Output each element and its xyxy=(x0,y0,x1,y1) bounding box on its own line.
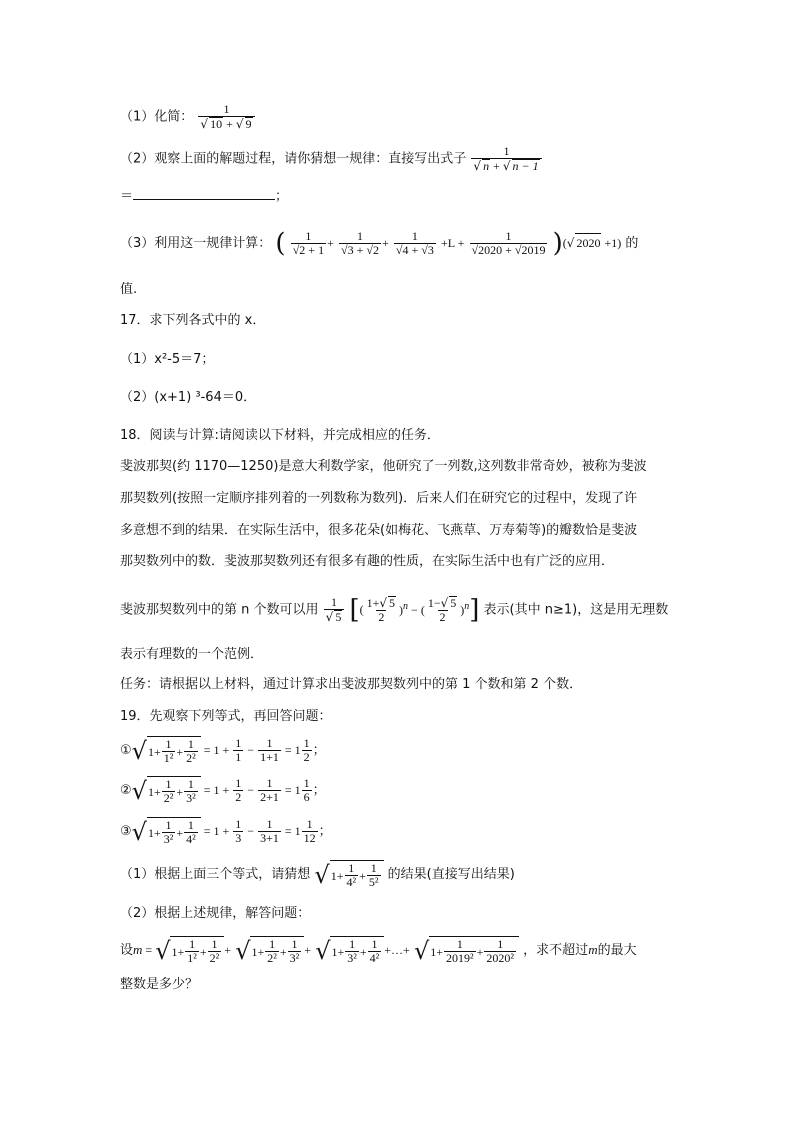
q16-part3: （3）利用这一规律计算： ( $\frac{1}{√2 + 1}$ + $\frac{1}{√3 + √2}$ + $\frac{1}{√4 + √3}$ +L + $\frac{1}{√2020 + √2019}$ )(√ 2020 +1) 的 xyxy=(120,228,639,259)
q19-equation-1: ① √ 1+ $\frac{1}{\text{1²}}$ + $\frac{1}{\text{2²}}$ = 1 + $\frac{1}{1}$ − $\frac{1}{1+1}$ = 1 $\frac{1}{2}$ ； xyxy=(120,736,326,765)
q18-para-line-3: 多意想不到的结果．在实际生活中，很多花朵(如梅花、飞燕草、万寿菊等)的瓣数恰是斐波 xyxy=(120,523,638,538)
q16-term-2: $\frac{1}{√3 + √2}$ xyxy=(341,229,379,257)
answer-blank xyxy=(133,187,275,200)
equation-mark: ② xyxy=(120,783,132,798)
q17-title: 17．求下列各式中的 x． xyxy=(120,313,266,328)
equation-mark: ① xyxy=(120,743,132,758)
q19-part2-sum: 设m = √ 1+ $\frac{1}{\text{1²}}$ + $\frac{1}{\text{2²}}$ + √ 1+ $\frac{1}{\text{2²}}$ + $\frac{1}{\text{3²}}$ + √ 1+ $\frac{1}{\text{3²}}$ + $\frac{1}{\text{4²}}$ +…+ √ 1+ $\frac{1}{\text{2019²}}$ + $\frac{1}{\text{2020²}}$ ，求不超过m的最大 xyxy=(120,936,637,965)
q16-part1 xyxy=(120,103,256,131)
q16-part3-label: （3）利用这一规律计算： xyxy=(120,236,272,251)
q16-term-1: $\frac{1}{√2 + 1}$ xyxy=(292,229,325,257)
q19-guess-root: √ 1+ $\frac{1}{\text{4²}}$ + $\frac{1}{\text{5²}}$ xyxy=(314,860,383,889)
q18-para-line-1: 斐波那契(约 1170—1250)是意大利数学家，他研究了一列数,这列数非常奇妙，被称为斐波 xyxy=(120,459,647,474)
q16-part3-cont: 值. xyxy=(120,282,138,297)
q19-part1: （1）根据上面三个等式，请猜想 √ 1+ $\frac{1}{\text{4²}}$ + $\frac{1}{\text{5²}}$ 的结果(直接写出结果) xyxy=(120,860,515,889)
q16-part1-label: （1）化简： xyxy=(120,109,194,125)
q19-title: 19．先观察下列等式，再回答问题： xyxy=(120,709,332,724)
q16-part2 xyxy=(120,145,543,173)
q17-part2: （2）(x+1) ³-64＝0． xyxy=(120,390,257,405)
fib-coeff: $\frac{1}{√ 5}$ xyxy=(324,596,345,624)
q19-equation-3: ③ √ 1+ $\frac{1}{\text{3²}}$ + $\frac{1}{\text{4²}}$ = 1 + $\frac{1}{3}$ − $\frac{1}{3+1}$ = 1 $\frac{1}{12}$ ； xyxy=(120,817,332,846)
q18-task: 任务：请根据以上材料，通过计算求出斐波那契数列中的第 1 个数和第 2 个数． xyxy=(120,677,583,692)
q16-part2-fraction: $\frac{1}{√ n + √ n - 1}$ xyxy=(471,145,541,173)
q18-para-line-2: 那契数列(按照一定顺序排列着的一列数称为数列)．后来人们在研究它的过程中，发现了许 xyxy=(120,491,638,506)
q16-part1-fraction: $\frac{1}{√ 10 + √ 9}$ xyxy=(198,103,254,131)
q17-part1: （1）x²-5＝7； xyxy=(120,352,215,367)
equation-mark: ③ xyxy=(120,824,132,839)
q18-title: 18．阅读与计算:请阅读以下材料，并完成相应的任务． xyxy=(120,428,440,443)
q16-term-last: $\frac{1}{√2020 + √2019}$ xyxy=(471,229,546,257)
q16-term-3: $\frac{1}{√4 + √3}$ xyxy=(395,229,434,257)
q16-part2-answer-line: ＝ ； xyxy=(120,189,289,204)
q19-part2-label: （2）根据上述规律，解答问题： xyxy=(120,906,311,921)
q19-part2-cont: 整数是多少？ xyxy=(120,977,199,992)
q18-formula-line: 斐波那契数列中的第 n 个数可以用 $\frac{1}{√ 5}$ [( $\frac{1+√ 5}{2}$ )$^n$ − ( $\frac{1-√ 5}{2}$ )$^n$] 表示(其中 n≥1)，这是用无理数 xyxy=(120,595,669,625)
q18-formula-cont: 表示有理数的一个范例． xyxy=(120,647,264,662)
q18-para-line-4: 那契数列中的数．斐波那契数列还有很多有趣的性质，在实际生活中也有广泛的应用． xyxy=(120,554,615,569)
q19-equation-2: ② √ 1+ $\frac{1}{\text{2²}}$ + $\frac{1}{\text{3²}}$ = 1 + $\frac{1}{2}$ − $\frac{1}{2+1}$ = 1 $\frac{1}{6}$ ； xyxy=(120,776,326,805)
q16-part2-label: （2）观察上面的解题过程，请你猜想一规律：直接写出式子 xyxy=(120,151,467,167)
